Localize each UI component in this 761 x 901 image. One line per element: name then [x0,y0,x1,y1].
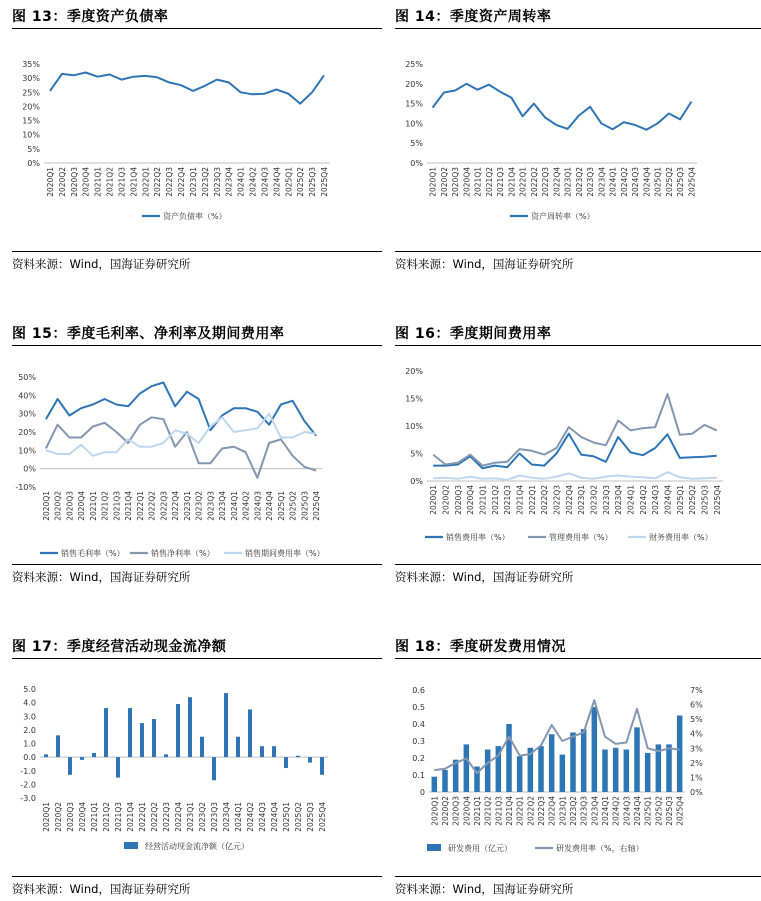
x-tick-label: 2021Q2 [105,167,115,197]
title-rule [395,345,761,346]
x-tick-label: 2022Q3 [159,491,169,521]
chart-13 [12,30,382,246]
x-tick-label: 2025Q4 [318,802,327,832]
bar [212,757,216,780]
x-tick-label: 2023Q3 [212,167,222,197]
x-tick-label: 2025Q4 [712,485,722,515]
x-tick-label: 2024Q2 [248,167,258,197]
y-tick-label: -1.0 [20,766,36,776]
x-tick-label: 2024Q1 [601,796,610,826]
x-tick-label: 2021Q1 [93,167,103,197]
x-tick-label: 2025Q3 [700,485,710,515]
x-tick-label: 2020Q2 [54,802,63,832]
x-tick-label: 2025Q4 [312,491,322,521]
x-tick-label: 2020Q2 [441,796,450,826]
x-tick-label: 2023Q1 [188,167,198,197]
x-tick-label: 2025Q2 [688,485,698,515]
y-tick-label: 20% [22,102,40,112]
x-tick-label: 2021Q3 [112,491,122,521]
x-tick-label: 2023Q3 [210,802,219,832]
bar [188,697,192,757]
x-tick-label: 2022Q3 [165,167,175,197]
series-line [433,472,717,480]
y-tick-label: 0.3 [412,737,425,746]
bar [224,693,228,757]
source-note: 资料来源：Wind，国海证券研究所 [395,257,574,271]
x-tick-label: 2025Q3 [308,167,318,197]
y-tick-label: -3.0 [20,794,36,803]
y2-tick-label: 6% [690,700,703,710]
y2-tick-label: 0% [690,788,703,797]
title-rule [12,28,382,29]
x-tick-label: 2023Q1 [577,485,587,515]
legend-swatch [427,844,441,851]
x-tick-label: 2020Q4 [462,167,472,197]
bar [602,750,608,793]
x-tick-label: 2025Q3 [300,491,310,521]
y-tick-label: 50% [18,373,36,382]
x-tick-label: 2023Q3 [579,796,589,826]
x-tick-label: 2020Q1 [430,796,440,826]
chart-14 [395,30,761,246]
bar [140,723,144,757]
x-tick-label: 2025Q1 [276,491,286,521]
legend-label: 研发费用（亿元） [448,844,512,853]
y-tick-label: 15% [22,116,40,126]
x-tick-label: 2020Q2 [439,167,449,197]
title-rule [12,658,382,659]
y-tick-label: 25% [405,60,423,69]
x-tick-label: 2021Q4 [126,802,135,832]
x-tick-label: 2024Q2 [619,167,629,197]
y-tick-label: 10% [405,119,423,129]
x-tick-label: 2025Q2 [654,796,664,826]
y-tick-label: 20% [405,79,423,89]
bar [284,757,288,768]
y-tick-label: 0.5 [412,703,425,712]
y-tick-label: 0 [419,788,425,797]
x-tick-label: 2022Q1 [141,167,151,197]
x-tick-label: 2024Q4 [265,491,275,521]
chart-title: 图 15：季度毛利率、净利率及期间费用率 [12,326,285,342]
x-tick-label: 2023Q2 [569,796,578,826]
x-tick-label: 2021Q1 [473,796,482,826]
source-rule [395,251,761,252]
bar [442,770,448,792]
legend-label: 管理费用率（%） [549,533,613,542]
y-tick-label: 5% [410,449,423,459]
y-tick-label: 1.0 [23,739,36,749]
x-tick-label: 2024Q3 [260,166,270,197]
y-tick-label: 20% [18,428,36,437]
x-tick-label: 2022Q2 [150,802,159,832]
x-tick-label: 2020Q1 [428,167,438,197]
x-tick-label: 2024Q3 [622,796,632,826]
x-tick-label: 2021Q1 [88,491,98,521]
x-tick-label: 2021Q3 [496,167,506,197]
legend-label: 研发费用率（%，右轴） [556,844,644,853]
chart-15 [12,347,382,563]
y-tick-label: 30% [18,409,36,419]
y2-tick-label: 3% [690,744,703,754]
x-tick-label: 2021Q2 [100,491,110,521]
bar [592,707,598,792]
x-tick-label: 2021Q4 [505,796,514,826]
y-tick-label: 2.0 [23,725,36,735]
x-tick-label: 2020Q3 [451,796,461,826]
x-tick-label: 2020Q2 [441,485,451,515]
legend-label: 经营活动现金流净额（亿元） [145,842,249,851]
x-tick-label: 2023Q2 [194,491,204,521]
x-tick-label: 2022Q4 [171,491,181,521]
x-tick-label: 2023Q4 [597,167,607,197]
chart-16 [395,347,761,563]
x-tick-label: 2021Q3 [494,796,504,826]
x-tick-label: 2020Q4 [466,485,476,515]
x-tick-label: 2025Q3 [676,167,686,197]
series-line [46,414,316,456]
y-tick-label: 4.0 [23,698,36,708]
series-line [434,700,679,773]
x-tick-label: 2023Q2 [200,167,210,197]
x-tick-label: 2024Q1 [608,167,618,197]
x-tick-label: 2024Q4 [272,167,282,197]
x-tick-label: 2025Q4 [675,796,685,826]
x-tick-label: 2025Q2 [296,167,306,197]
y2-tick-label: 7% [690,686,703,695]
y-tick-label: 0.2 [412,754,425,763]
y-tick-label: 0% [410,159,423,168]
bar [80,757,84,760]
y-tick-label: 3.0 [23,712,36,722]
bar [581,729,587,792]
bar [308,757,312,762]
y-tick-label: 0% [27,159,40,168]
x-tick-label: 2020Q2 [53,491,63,521]
source-note: 资料来源：Wind，国海证券研究所 [12,257,191,271]
series-line [433,434,717,469]
x-tick-label: 2021Q1 [473,167,483,197]
chart-17 [12,660,382,876]
x-tick-label: 2021Q4 [124,491,134,521]
x-tick-label: 2020Q4 [78,802,87,832]
x-tick-label: 2025Q1 [282,802,291,832]
legend-label: 销售费用率（%） [446,533,510,542]
x-tick-label: 2024Q4 [633,796,642,826]
y-tick-label: 0.6 [412,686,425,695]
bar [432,777,438,792]
bar [92,753,96,757]
x-tick-label: 2023Q3 [206,491,216,521]
x-tick-label: 2023Q2 [574,167,584,197]
x-tick-label: 2022Q1 [135,491,145,521]
x-tick-label: 2025Q3 [665,796,674,826]
chart-title: 图 18：季度研发费用情况 [395,639,566,655]
bar [296,756,300,757]
x-tick-label: 2021Q4 [129,167,139,197]
x-tick-label: 2025Q1 [284,167,294,197]
x-tick-label: 2020Q4 [81,167,91,197]
x-tick-label: 2021Q3 [503,485,513,515]
chart-18 [395,660,761,876]
x-tick-label: 2023Q3 [586,167,596,197]
x-tick-label: 2020Q3 [69,167,79,197]
x-tick-label: 2022Q3 [541,167,551,197]
x-tick-label: 2020Q4 [77,491,87,521]
y-tick-label: 30% [22,74,40,84]
x-tick-label: 2021Q2 [484,167,494,197]
x-tick-label: 2022Q2 [147,491,157,521]
x-tick-label: 2024Q3 [651,485,661,515]
source-note: 资料来源：Wind，国海证券研究所 [12,570,191,584]
bar [68,757,72,775]
legend-label: 资产负债率（%） [163,212,227,221]
x-tick-label: 2024Q2 [241,491,251,521]
x-tick-label: 2020Q3 [451,167,461,197]
x-tick-label: 2022Q2 [153,167,163,197]
x-tick-label: 2023Q1 [563,167,573,197]
series-line [50,73,324,104]
x-tick-label: 2024Q1 [626,485,636,515]
x-tick-label: 2021Q2 [490,485,500,515]
source-rule [395,564,761,565]
x-tick-label: 2024Q3 [253,491,263,521]
legend-label: 销售净利率（%） [151,549,215,558]
x-tick-label: 2022Q2 [540,485,550,515]
source-rule [12,251,382,252]
x-tick-label: 2021Q2 [102,802,111,832]
x-tick-label: 2020Q4 [462,796,472,826]
x-tick-label: 2023Q4 [224,167,234,197]
x-tick-label: 2022Q1 [138,802,147,832]
bar [200,737,204,757]
x-tick-label: 2020Q2 [57,167,67,197]
bar [538,746,544,792]
bar [56,735,60,757]
x-tick-label: 2025Q2 [294,802,303,832]
bar [236,737,240,757]
x-tick-label: 2021Q1 [478,485,488,515]
bar [666,744,672,792]
x-tick-label: 2024Q1 [234,802,243,832]
chart-title: 图 17：季度经营活动现金流净额 [12,639,227,655]
x-tick-label: 2023Q3 [601,485,611,515]
y2-tick-label: 2% [690,758,703,768]
bar [152,719,156,757]
x-tick-label: 2025Q1 [653,167,663,197]
bar [570,733,576,793]
x-tick-label: 2023Q2 [198,802,207,832]
x-tick-label: 2025Q4 [320,167,330,197]
x-tick-label: 2025Q3 [306,802,315,832]
y-tick-label: 5% [410,139,423,149]
title-rule [395,28,761,29]
y-tick-label: 0.1 [412,771,425,780]
title-rule [395,658,761,659]
x-tick-label: 2022Q4 [552,167,562,197]
x-tick-label: 2024Q2 [638,485,648,515]
source-rule [12,876,382,877]
y-tick-label: 5% [27,144,40,154]
legend-label: 财务费用率（%） [649,533,713,542]
bar [320,757,324,775]
x-tick-label: 2023Q4 [590,796,600,826]
x-tick-label: 2022Q2 [529,167,539,197]
x-tick-label: 2024Q4 [270,802,279,832]
x-tick-label: 2022Q4 [564,485,574,515]
x-tick-label: 2023Q1 [186,802,195,832]
y-tick-label: 20% [405,367,423,376]
bar [677,716,683,793]
x-tick-label: 2022Q1 [515,796,525,826]
y-tick-label: -10% [15,483,36,492]
bar [549,734,555,792]
y-tick-label: 0.0 [23,753,36,763]
x-tick-label: 2022Q4 [174,802,183,832]
x-tick-label: 2022Q2 [526,796,536,826]
source-note: 资料来源：Wind，国海证券研究所 [12,882,191,896]
y-tick-label: 10% [18,446,36,456]
x-tick-label: 2020Q1 [45,167,55,197]
x-tick-label: 2022Q1 [518,167,528,197]
series-line [433,394,717,466]
title-rule [12,345,382,346]
x-tick-label: 2022Q4 [547,796,557,826]
x-tick-label: 2022Q1 [527,485,537,515]
x-tick-label: 2024Q2 [611,796,621,826]
x-tick-label: 2022Q3 [552,485,562,515]
bar [506,724,512,792]
bar [613,748,619,792]
x-tick-label: 2023Q4 [218,491,228,521]
bar [634,727,640,792]
x-tick-label: 2022Q3 [537,796,546,826]
y-tick-label: 15% [405,99,423,109]
x-tick-label: 2021Q4 [515,485,525,515]
x-tick-label: 2020Q1 [42,802,51,832]
y-tick-label: 40% [18,391,36,401]
x-tick-label: 2020Q1 [41,491,51,521]
source-rule [12,564,382,565]
x-tick-label: 2023Q4 [614,485,624,515]
bar [176,704,180,757]
x-tick-label: 2021Q3 [117,167,127,197]
bar [248,709,252,757]
bar [164,754,168,757]
y2-tick-label: 1% [690,773,703,783]
chart-title: 图 16：季度期间费用率 [395,326,552,342]
y-tick-label: 15% [405,394,423,404]
x-tick-label: 2023Q4 [222,802,231,832]
bar [560,755,566,792]
y-tick-label: 10% [405,422,423,431]
x-tick-label: 2025Q1 [675,485,685,515]
x-tick-label: 2022Q4 [177,167,187,197]
x-tick-label: 2020Q3 [453,485,463,515]
x-tick-label: 2024Q1 [236,167,246,197]
source-note: 资料来源：Wind，国海证券研究所 [395,570,574,584]
bar [464,744,470,792]
x-tick-label: 2021Q2 [483,796,493,826]
y-tick-label: -2.0 [20,780,36,790]
x-tick-label: 2020Q3 [66,802,75,832]
x-tick-label: 2024Q3 [258,802,267,832]
x-tick-label: 2020Q3 [65,491,75,521]
bar [272,746,276,757]
chart-title: 图 14：季度资产周转率 [395,9,552,25]
bar [645,753,651,792]
x-tick-label: 2024Q4 [642,167,652,197]
bar [44,754,48,757]
x-tick-label: 2022Q3 [162,802,171,832]
bar [517,756,523,792]
x-tick-label: 2025Q2 [664,167,674,197]
legend-label: 销售毛利率（%） [61,549,125,558]
y-tick-label: 0% [410,477,423,486]
x-tick-label: 2023Q1 [182,491,192,521]
legend-label: 资产周转率（%） [531,212,595,221]
x-tick-label: 2025Q4 [687,167,697,197]
y-tick-label: 25% [22,88,40,98]
y-tick-label: 35% [22,60,40,69]
x-tick-label: 2023Q2 [589,485,599,515]
y-tick-label: 5.0 [23,685,36,694]
bar [260,746,264,757]
y-tick-label: 0% [23,464,36,474]
y2-tick-label: 4% [690,729,703,739]
y-tick-label: 10% [22,130,40,140]
source-rule [395,876,761,877]
x-tick-label: 2025Q2 [288,491,298,521]
x-tick-label: 2025Q1 [643,796,653,826]
x-tick-label: 2023Q1 [558,796,568,826]
y-tick-label: 0.4 [412,720,425,729]
bar [624,750,630,793]
legend-label: 销售期间费用率（%） [245,549,325,558]
chart-title: 图 13：季度资产负债率 [12,9,169,25]
bar [104,708,108,757]
source-note: 资料来源：Wind，国海证券研究所 [395,882,574,896]
x-tick-label: 2024Q1 [229,491,239,521]
x-tick-label: 2021Q4 [507,167,517,197]
x-tick-label: 2021Q3 [114,802,123,832]
y2-tick-label: 5% [690,715,703,725]
bar [485,750,491,793]
series-line [433,84,692,130]
x-tick-label: 2024Q4 [663,485,673,515]
x-tick-label: 2020Q1 [429,485,439,515]
x-tick-label: 2024Q3 [631,167,641,197]
bar [116,757,120,777]
legend-swatch [124,842,138,849]
x-tick-label: 2021Q1 [90,802,99,832]
x-tick-label: 2024Q2 [246,802,255,832]
bar [128,708,132,757]
